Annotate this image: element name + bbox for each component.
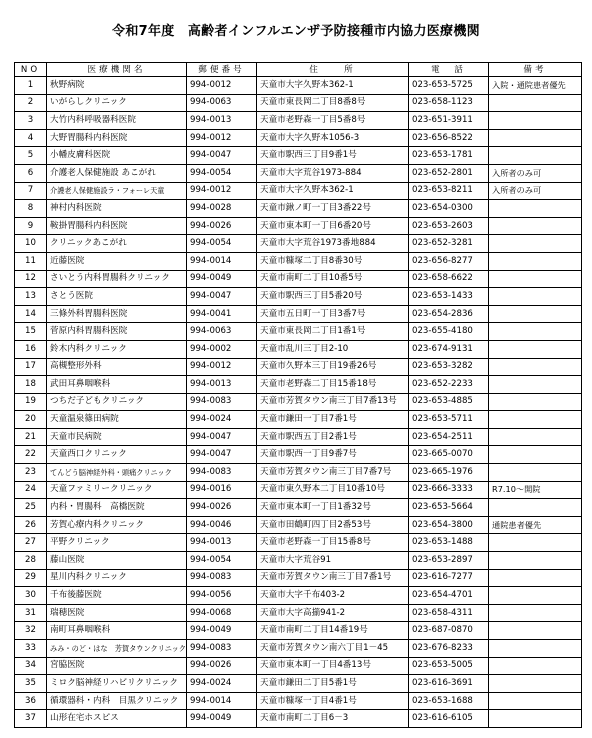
table-row	[15, 481, 582, 499]
cell-no: 1	[15, 77, 47, 95]
cell-no: 33	[15, 640, 47, 658]
cell-zip: 994-0012	[187, 358, 257, 376]
cell-name: 循環器科・内科 目黒クリニック	[47, 692, 187, 710]
cell-zip: 994-0047	[187, 147, 257, 165]
cell-name: 天童西口クリニック	[47, 446, 187, 464]
cell-address: 天童市大字久野本362-1	[257, 77, 409, 95]
table-row	[15, 94, 582, 112]
cell-address: 天童市東久野本二丁目10番10号	[257, 481, 409, 499]
cell-no: 4	[15, 129, 47, 147]
cell-name: 千布後藤医院	[47, 587, 187, 605]
cell-zip: 994-0054	[187, 552, 257, 570]
table-row	[15, 270, 582, 288]
cell-tel: 023-674-9131	[409, 340, 489, 358]
cell-no: 19	[15, 393, 47, 411]
cell-address: 天童市大字高擶941-2	[257, 604, 409, 622]
cell-name: 星川内科クリニック	[47, 569, 187, 587]
cell-no: 9	[15, 217, 47, 235]
cell-note	[489, 217, 582, 235]
cell-zip: 994-0083	[187, 393, 257, 411]
table-row	[15, 640, 582, 658]
cell-note	[489, 112, 582, 130]
cell-tel: 023-654-4701	[409, 587, 489, 605]
cell-address: 天童市老野森一丁目5番8号	[257, 112, 409, 130]
cell-zip: 994-0016	[187, 481, 257, 499]
cell-address: 天童市芳賀タウン南三丁目7番1号	[257, 569, 409, 587]
cell-tel: 023-616-7277	[409, 569, 489, 587]
cell-address: 天童市大字荒谷1973-884	[257, 164, 409, 182]
cell-tel: 023-653-4885	[409, 393, 489, 411]
cell-tel: 023-658-1123	[409, 94, 489, 112]
cell-name: つちだ子どもクリニック	[47, 393, 187, 411]
cell-note	[489, 446, 582, 464]
cell-zip: 994-0014	[187, 692, 257, 710]
cell-tel: 023-658-4311	[409, 604, 489, 622]
cell-address: 天童市南町二丁目6－3	[257, 710, 409, 728]
cell-note: 通院患者優先	[489, 516, 582, 534]
cell-no: 7	[15, 182, 47, 200]
cell-tel: 023-653-1488	[409, 534, 489, 552]
cell-no: 5	[15, 147, 47, 165]
cell-name: 鞍掛胃腸科内科医院	[47, 217, 187, 235]
cell-name: 天童市民病院	[47, 428, 187, 446]
cell-name: 鈴木内科クリニック	[47, 340, 187, 358]
cell-no: 13	[15, 288, 47, 306]
cell-address: 天童市大字久野本1056-3	[257, 129, 409, 147]
cell-address: 天童市糠塚二丁目8番30号	[257, 252, 409, 270]
cell-name: ミロク脳神経リハビリクリニック	[47, 675, 187, 693]
cell-name: みみ・のど・はな 芳賀タウンクリニック	[47, 640, 187, 658]
table-row	[15, 129, 582, 147]
cell-note	[489, 129, 582, 147]
cell-no: 17	[15, 358, 47, 376]
cell-tel: 023-653-5711	[409, 411, 489, 429]
cell-note	[489, 640, 582, 658]
cell-address: 天童市東長岡二丁目8番8号	[257, 94, 409, 112]
cell-name: 神村内科医院	[47, 200, 187, 218]
table-row	[15, 305, 582, 323]
cell-zip: 994-0002	[187, 340, 257, 358]
cell-zip: 994-0049	[187, 622, 257, 640]
cell-note	[489, 499, 582, 517]
cell-address: 天童市東長岡二丁目1番1号	[257, 323, 409, 341]
table-row	[15, 340, 582, 358]
cell-address: 天童市芳賀タウン南三丁目7番7号	[257, 464, 409, 482]
table-row	[15, 182, 582, 200]
cell-tel: 023-616-3691	[409, 675, 489, 693]
cell-no: 18	[15, 376, 47, 394]
cell-name: 近藤医院	[47, 252, 187, 270]
cell-note	[489, 710, 582, 728]
cell-note	[489, 657, 582, 675]
cell-no: 10	[15, 235, 47, 253]
cell-name: 大野胃腸科内科医院	[47, 129, 187, 147]
cell-address: 天童市駅西五丁目2番1号	[257, 428, 409, 446]
cell-no: 23	[15, 464, 47, 482]
cell-note	[489, 587, 582, 605]
cell-no: 12	[15, 270, 47, 288]
table-row	[15, 622, 582, 640]
cell-tel: 023-655-4180	[409, 323, 489, 341]
header-name: 医療機関名	[47, 63, 187, 77]
cell-address: 天童市東本町一丁目4番13号	[257, 657, 409, 675]
cell-note	[489, 411, 582, 429]
table-row	[15, 657, 582, 675]
cell-no: 3	[15, 112, 47, 130]
cell-zip: 994-0013	[187, 534, 257, 552]
cell-zip: 994-0024	[187, 411, 257, 429]
cell-no: 21	[15, 428, 47, 446]
table-row	[15, 147, 582, 165]
cell-address: 天童市東本町一丁目1番32号	[257, 499, 409, 517]
cell-address: 天童市駅西三丁目5番20号	[257, 288, 409, 306]
cell-no: 34	[15, 657, 47, 675]
cell-name: 藤山医院	[47, 552, 187, 570]
table-row	[15, 692, 582, 710]
cell-note	[489, 604, 582, 622]
header-zip: 郵便番号	[187, 63, 257, 77]
cell-note	[489, 675, 582, 693]
cell-note	[489, 270, 582, 288]
cell-zip: 994-0049	[187, 710, 257, 728]
cell-tel: 023-665-0070	[409, 446, 489, 464]
cell-zip: 994-0047	[187, 428, 257, 446]
cell-tel: 023-656-8277	[409, 252, 489, 270]
cell-address: 天童市芳賀タウン南六丁目1－45	[257, 640, 409, 658]
cell-no: 27	[15, 534, 47, 552]
cell-zip: 994-0047	[187, 288, 257, 306]
cell-address: 天童市乱川三丁目2-10	[257, 340, 409, 358]
cell-zip: 994-0026	[187, 657, 257, 675]
cell-tel: 023-652-2233	[409, 376, 489, 394]
cell-no: 14	[15, 305, 47, 323]
cell-address: 天童市大字久野本362-1	[257, 182, 409, 200]
cell-zip: 994-0014	[187, 252, 257, 270]
table-row	[15, 587, 582, 605]
cell-zip: 994-0083	[187, 640, 257, 658]
table-row	[15, 358, 582, 376]
cell-zip: 994-0054	[187, 164, 257, 182]
cell-note	[489, 428, 582, 446]
cell-name: いがらしクリニック	[47, 94, 187, 112]
cell-name: さいとう内科胃腸科クリニック	[47, 270, 187, 288]
cell-zip: 994-0049	[187, 270, 257, 288]
cell-tel: 023-652-3281	[409, 235, 489, 253]
cell-address: 天童市南町二丁目10番5号	[257, 270, 409, 288]
cell-tel: 023-653-5664	[409, 499, 489, 517]
cell-tel: 023-653-2603	[409, 217, 489, 235]
cell-note	[489, 288, 582, 306]
table-row	[15, 428, 582, 446]
cell-tel: 023-654-3800	[409, 516, 489, 534]
cell-tel: 023-666-3333	[409, 481, 489, 499]
cell-zip: 994-0024	[187, 675, 257, 693]
cell-name: 介護老人保健施設ラ・フォーレ天童	[47, 182, 187, 200]
cell-no: 31	[15, 604, 47, 622]
cell-zip: 994-0047	[187, 446, 257, 464]
cell-no: 16	[15, 340, 47, 358]
cell-zip: 994-0046	[187, 516, 257, 534]
cell-note	[489, 569, 582, 587]
cell-address: 天童市久野本三丁目19番26号	[257, 358, 409, 376]
cell-note	[489, 252, 582, 270]
table-row	[15, 569, 582, 587]
cell-zip: 994-0026	[187, 499, 257, 517]
cell-name: 南町耳鼻咽喉科	[47, 622, 187, 640]
cell-tel: 023-651-3911	[409, 112, 489, 130]
cell-note	[489, 147, 582, 165]
cell-zip: 994-0083	[187, 569, 257, 587]
cell-no: 15	[15, 323, 47, 341]
cell-zip: 994-0054	[187, 235, 257, 253]
table-row	[15, 446, 582, 464]
header-no: NO	[15, 63, 47, 77]
table-row	[15, 288, 582, 306]
cell-note	[489, 464, 582, 482]
cell-tel: 023-653-5725	[409, 77, 489, 95]
cell-zip: 994-0056	[187, 587, 257, 605]
table-row	[15, 77, 582, 95]
cell-address: 天童市鎌田一丁目7番1号	[257, 411, 409, 429]
cell-address: 天童市鍬ノ町一丁目3番22号	[257, 200, 409, 218]
table-row	[15, 499, 582, 517]
cell-no: 22	[15, 446, 47, 464]
cell-tel: 023-653-3282	[409, 358, 489, 376]
cell-address: 天童市田鶴町四丁目2番53号	[257, 516, 409, 534]
cell-name: 菅原内科胃腸科医院	[47, 323, 187, 341]
cell-tel: 023-653-8211	[409, 182, 489, 200]
cell-tel: 023-653-1781	[409, 147, 489, 165]
header-note: 備考	[489, 63, 582, 77]
cell-note	[489, 94, 582, 112]
cell-tel: 023-616-6105	[409, 710, 489, 728]
cell-address: 天童市鎌田二丁目5番1号	[257, 675, 409, 693]
cell-address: 天童市大字千布403-2	[257, 587, 409, 605]
clinic-table	[14, 62, 582, 728]
table-row	[15, 200, 582, 218]
table-row	[15, 710, 582, 728]
cell-note	[489, 552, 582, 570]
table-row	[15, 411, 582, 429]
cell-name: 山形在宅ホスピス	[47, 710, 187, 728]
cell-note	[489, 305, 582, 323]
cell-address: 天童市大字荒谷91	[257, 552, 409, 570]
cell-tel: 023-653-1688	[409, 692, 489, 710]
cell-no: 11	[15, 252, 47, 270]
cell-note	[489, 235, 582, 253]
header-address: 住 所	[257, 63, 409, 77]
cell-no: 20	[15, 411, 47, 429]
cell-note	[489, 393, 582, 411]
cell-no: 8	[15, 200, 47, 218]
cell-address: 天童市老野森二丁目15番18号	[257, 376, 409, 394]
table-row	[15, 516, 582, 534]
cell-name: クリニックあこがれ	[47, 235, 187, 253]
cell-name: 武田耳鼻咽喉科	[47, 376, 187, 394]
cell-zip: 994-0063	[187, 323, 257, 341]
cell-no: 30	[15, 587, 47, 605]
table-row	[15, 112, 582, 130]
cell-note	[489, 340, 582, 358]
cell-name: 高槻整形外科	[47, 358, 187, 376]
cell-no: 37	[15, 710, 47, 728]
cell-address: 天童市駅西一丁目9番7号	[257, 446, 409, 464]
cell-note: R7.10～開院	[489, 481, 582, 499]
cell-tel: 023-654-2511	[409, 428, 489, 446]
table-row	[15, 534, 582, 552]
cell-zip: 994-0012	[187, 77, 257, 95]
cell-zip: 994-0026	[187, 217, 257, 235]
table-row	[15, 217, 582, 235]
cell-note: 入所者のみ可	[489, 164, 582, 182]
cell-zip: 994-0063	[187, 94, 257, 112]
cell-name: 平野クリニック	[47, 534, 187, 552]
cell-note: 入所者のみ可	[489, 182, 582, 200]
cell-note	[489, 692, 582, 710]
table-row	[15, 464, 582, 482]
table-row	[15, 604, 582, 622]
cell-name: 小幡皮膚科医院	[47, 147, 187, 165]
cell-zip: 994-0028	[187, 200, 257, 218]
cell-no: 2	[15, 94, 47, 112]
table-row	[15, 552, 582, 570]
cell-tel: 023-656-8522	[409, 129, 489, 147]
cell-address: 天童市五日町一丁目3番7号	[257, 305, 409, 323]
cell-tel: 023-653-5005	[409, 657, 489, 675]
cell-note	[489, 534, 582, 552]
cell-tel: 023-665-1976	[409, 464, 489, 482]
cell-name: 内科・胃腸科 高橋医院	[47, 499, 187, 517]
cell-note	[489, 622, 582, 640]
cell-address: 天童市芳賀タウン南三丁目7番13号	[257, 393, 409, 411]
cell-address: 天童市糠塚一丁目4番1号	[257, 692, 409, 710]
cell-tel: 023-658-6622	[409, 270, 489, 288]
table-row	[15, 376, 582, 394]
cell-tel: 023-687-0870	[409, 622, 489, 640]
table-row	[15, 235, 582, 253]
cell-tel: 023-652-2801	[409, 164, 489, 182]
cell-tel: 023-676-8233	[409, 640, 489, 658]
cell-no: 28	[15, 552, 47, 570]
cell-name: 天童温泉篠田病院	[47, 411, 187, 429]
table-row	[15, 252, 582, 270]
cell-no: 24	[15, 481, 47, 499]
cell-tel: 023-653-2897	[409, 552, 489, 570]
cell-note	[489, 376, 582, 394]
cell-zip: 994-0013	[187, 112, 257, 130]
cell-note	[489, 323, 582, 341]
table-body	[15, 77, 582, 728]
cell-no: 29	[15, 569, 47, 587]
cell-name: 芳賀心療内科クリニック	[47, 516, 187, 534]
cell-zip: 994-0012	[187, 182, 257, 200]
cell-no: 6	[15, 164, 47, 182]
table-header-row	[15, 63, 582, 77]
cell-zip: 994-0041	[187, 305, 257, 323]
cell-zip: 994-0012	[187, 129, 257, 147]
cell-name: さとう医院	[47, 288, 187, 306]
cell-name: 秋野病院	[47, 77, 187, 95]
cell-tel: 023-654-2836	[409, 305, 489, 323]
cell-no: 25	[15, 499, 47, 517]
cell-address: 天童市老野森一丁目15番8号	[257, 534, 409, 552]
document-title: 令和7年度 高齢者インフルエンザ予防接種市内協力医療機関	[112, 24, 480, 39]
cell-no: 35	[15, 675, 47, 693]
cell-address: 天童市南町二丁目14番19号	[257, 622, 409, 640]
cell-no: 26	[15, 516, 47, 534]
cell-name: 大竹内科呼吸器科医院	[47, 112, 187, 130]
cell-no: 32	[15, 622, 47, 640]
cell-address: 天童市東本町一丁目6番20号	[257, 217, 409, 235]
cell-name: 介護老人保健施設 あこがれ	[47, 164, 187, 182]
cell-name: 三條外科胃腸科医院	[47, 305, 187, 323]
table-row	[15, 393, 582, 411]
cell-tel: 023-654-0300	[409, 200, 489, 218]
cell-zip: 994-0068	[187, 604, 257, 622]
cell-name: てんどう脳神経外科・頭痛クリニック	[47, 464, 187, 482]
cell-name: 瑞穂医院	[47, 604, 187, 622]
cell-note	[489, 358, 582, 376]
cell-name: 天童ファミリークリニック	[47, 481, 187, 499]
cell-note: 入院・通院患者優先	[489, 77, 582, 95]
cell-note	[489, 200, 582, 218]
table-row	[15, 323, 582, 341]
table-row	[15, 164, 582, 182]
cell-tel: 023-653-1433	[409, 288, 489, 306]
cell-zip: 994-0013	[187, 376, 257, 394]
cell-zip: 994-0083	[187, 464, 257, 482]
cell-name: 宮脇医院	[47, 657, 187, 675]
cell-address: 天童市大字荒谷1973番地884	[257, 235, 409, 253]
cell-no: 36	[15, 692, 47, 710]
header-tel: 電 話	[409, 63, 489, 77]
cell-address: 天童市駅西三丁目9番1号	[257, 147, 409, 165]
table-row	[15, 675, 582, 693]
